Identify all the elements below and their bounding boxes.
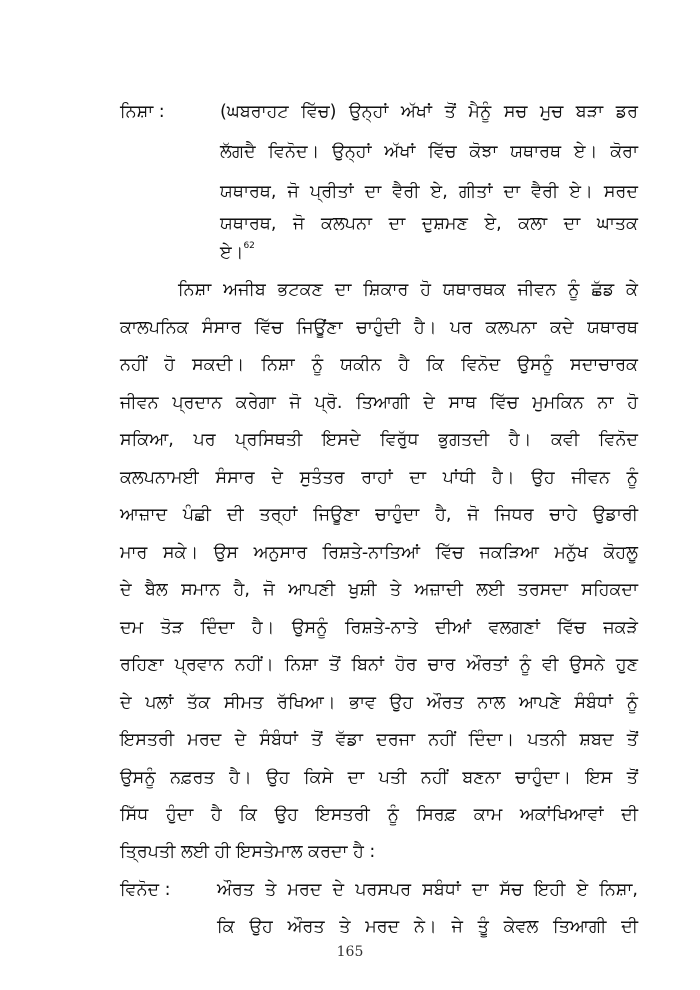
dialogue-line: ਯਥਾਰਥ, ਜੋ ਪ੍ਰੀਤਾਂ ਦਾ ਵੈਰੀ ਏ, ਗੀਤਾਂ ਦਾ ਵੈਰੀ ਏ। ਸਰਦ: [220, 182, 638, 202]
paragraph-line: ਸਕਿਆ, ਪਰ ਪ੍ਰਸਿਥਤੀ ਇਸਦੇ ਵਿਰੁੱਧ ਭੁਗਤਦੀ ਹੈ। ਕਵੀ ਵਿਨੋਦ: [120, 430, 638, 450]
speaker-label: ਵਿਨੋਦ :: [120, 880, 171, 900]
dialogue-line: ਯਥਾਰਥ, ਜੋ ਕਲਪਨਾ ਦਾ ਦੁਸ਼ਮਣ ਏ, ਕਲਾ ਦਾ ਘਾਤਕ: [220, 214, 638, 234]
paragraph-line: ਨਿਸ਼ਾ ਅਜੀਬ ਭਟਕਣ ਦਾ ਸ਼ਿਕਾਰ ਹੋ ਯਥਾਰਥਕ ਜੀਵਨ ਨੂੰ ਛੱਡ ਕੇ: [178, 280, 638, 300]
paragraph-line-last: ਤ੍ਰਿਪਤੀ ਲਈ ਹੀ ਇਸਤੇਮਾਲ ਕਰਦਾ ਹੈ :: [120, 842, 376, 862]
footnote-marker: 62: [243, 241, 255, 251]
paragraph-line: ਕਲਪਨਾਮਈ ਸੰਸਾਰ ਦੇ ਸੁਤੰਤਰ ਰਾਹਾਂ ਦਾ ਪਾਂਧੀ ਹੈ। ਉਹ ਜੀਵਨ ਨੂੰ: [120, 468, 638, 488]
page-number: 165: [336, 944, 364, 960]
paragraph-line: ਜੀਵਨ ਪ੍ਰਦਾਨ ਕਰੇਗਾ ਜੋ ਪ੍ਰੋ. ਤਿਆਗੀ ਦੇ ਸਾਥ ਵਿੱਚ ਮੁਮਕਿਨ ਨਾ ਹੋ: [120, 393, 638, 413]
paragraph-line: ਕਾਲਪਨਿਕ ਸੰਸਾਰ ਵਿੱਚ ਜਿਊਂਣਾ ਚਾਹੁੰਦੀ ਹੈ। ਪਰ ਕਲਪਨਾ ਕਦੇ ਯਥਾਰਥ: [120, 318, 638, 338]
dialogue-line: ਲੱਗਦੈ ਵਿਨੋਦ। ਉਨ੍ਹਾਂ ਅੱਖਾਂ ਵਿੱਚ ਕੋਝਾ ਯਥਾਰਥ ਏ। ਕੋਰਾ: [220, 142, 638, 162]
dialogue-line-text: ਏ।: [220, 243, 244, 263]
paragraph-line: ਦੇ ਪਲਾਂ ਤੱਕ ਸੀਮਤ ਰੱਖਿਆ। ਭਾਵ ਉਹ ਔਰਤ ਨਾਲ ਆਪਣੇ ਸੰਬੰਧਾਂ ਨੂੰ: [120, 693, 638, 713]
paragraph-line: ਆਜ਼ਾਦ ਪੰਛੀ ਦੀ ਤਰ੍ਹਾਂ ਜਿਊਣਾ ਚਾਹੁੰਦਾ ਹੈ, ਜੋ ਜਿਧਰ ਚਾਹੇ ਉਡਾਰੀ: [120, 505, 638, 525]
paragraph-line: ਇਸਤਰੀ ਮਰਦ ਦੇ ਸੰਬੰਧਾਂ ਤੋਂ ਵੱਡਾ ਦਰਜਾ ਨਹੀਂ ਦਿੰਦਾ। ਪਤਨੀ ਸ਼ਬਦ ਤੋਂ: [120, 730, 638, 750]
paragraph-line: ਰਹਿਣਾ ਪ੍ਰਵਾਨ ਨਹੀਂ। ਨਿਸ਼ਾ ਤੋਂ ਬਿਨਾਂ ਹੋਰ ਚਾਰ ਔਰਤਾਂ ਨੂੰ ਵੀ ਉਸਨੇ ਹੁਣ: [120, 655, 638, 675]
paragraph-line: ਨਹੀਂ ਹੋ ਸਕਦੀ। ਨਿਸ਼ਾ ਨੂੰ ਯਕੀਨ ਹੈ ਕਿ ਵਿਨੋਦ ਉਸਨੂੰ ਸਦਾਚਾਰਕ: [120, 355, 638, 375]
paragraph-line: ਦੇ ਬੈਲ ਸਮਾਨ ਹੈ, ਜੋ ਆਪਣੀ ਖੁਸ਼ੀ ਤੇ ਅਜ਼ਾਦੀ ਲਈ ਤਰਸਦਾ ਸਹਿਕਦਾ: [120, 580, 638, 600]
paragraph-line: ਸਿੱਧ ਹੁੰਦਾ ਹੈ ਕਿ ਉਹ ਇਸਤਰੀ ਨੂੰ ਸਿਰਫ਼ ਕਾਮ ਅਕਾਂਖਿਆਵਾਂ ਦੀ: [120, 805, 638, 825]
paragraph-line: ਦਮ ਤੋੜ ਦਿੰਦਾ ਹੈ। ਉਸਨੂੰ ਰਿਸ਼ਤੇ-ਨਾਤੇ ਦੀਆਂ ਵਲਗਣਾਂ ਵਿੱਚ ਜਕੜੇ: [120, 618, 638, 638]
paragraph-line: ਮਾਰ ਸਕੇ। ਉਸ ਅਨੁਸਾਰ ਰਿਸ਼ਤੇ-ਨਾਤਿਆਂ ਵਿੱਚ ਜਕੜਿਆ ਮਨੁੱਖ ਕੋਹਲੂ: [120, 543, 638, 563]
dialogue-line: ਔਰਤ ਤੇ ਮਰਦ ਦੇ ਪਰਸਪਰ ਸਬੰਧਾਂ ਦਾ ਸੱਚ ਇਹੀ ਏ ਨਿਸ਼ਾ,: [217, 880, 638, 900]
paragraph-line: ਉਸਨੂੰ ਨਫ਼ਰਤ ਹੈ। ਉਹ ਕਿਸੇ ਦਾ ਪਤੀ ਨਹੀਂ ਬਣਨਾ ਚਾਹੁੰਦਾ। ਇਸ ਤੋਂ: [120, 768, 638, 788]
dialogue-line-last: [220, 241, 255, 263]
dialogue-line: ਕਿ ਉਹ ਔਰਤ ਤੇ ਮਰਦ ਨੇ। ਜੇ ਤੂੰ ਕੇਵਲ ਤਿਆਗੀ ਦੀ: [217, 917, 638, 937]
speaker-label: ਨਿਸ਼ਾ :: [120, 102, 165, 122]
dialogue-line: (ਘਬਰਾਹਟ ਵਿੱਚ) ਉਨ੍ਹਾਂ ਅੱਖਾਂ ਤੋਂ ਮੈਨੂੰ ਸਚ ਮੁਚ ਬੜਾ ਡਰ: [220, 102, 638, 122]
